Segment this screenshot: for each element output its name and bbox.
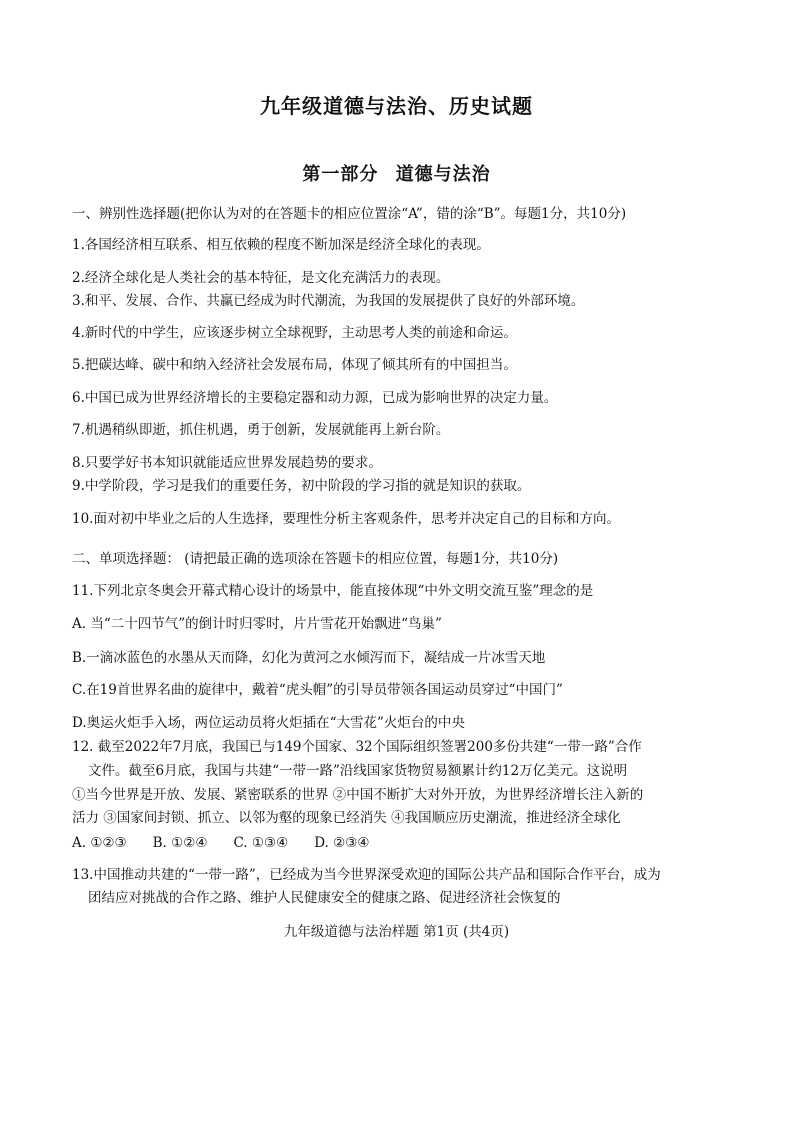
question-6: 6.中国已成为世界经济增长的主要稳定器和动力源，已成为影响世界的决定力量。 xyxy=(72,390,558,406)
section1-header: 一、辨别性选择题(把你认为对的在答题卡的相应位置涂“A”，错的涂“B”。每题1分，共10分) xyxy=(72,206,627,222)
question-9: 9.中学阶段，学习是我们的重要任务，初中阶段的学习指的就是知识的获取。 xyxy=(72,478,531,494)
question-11-option-a: A. 当“二十四节气”的倒计时归零时，片片雪花开始飘进“鸟巢” xyxy=(72,616,442,632)
question-1: 1.各国经济相互联系、相互依赖的程度不断加深是经济全球化的表现。 xyxy=(72,237,490,253)
question-11-option-d: D.奥运火炬手入场，两位运动员将火炬插在“大雪花”火炬台的中央 xyxy=(72,715,465,731)
question-12-line4: 活力 ③国家间封锁、抓立、以邻为壑的现象已经消失 ④我国顺应历史潮流，推进经济全球化 xyxy=(72,810,621,826)
question-11-stem: 11.下列北京冬奥会开幕式精心设计的场景中，能直接体现“中外文明交流互鉴”理念的是 xyxy=(72,583,594,599)
question-10: 10.面对初中毕业之后的人生选择，要理性分析主客观条件，思考并决定自己的目标和方向。 xyxy=(72,511,620,527)
question-13-line1: 13.中国推动共建的“一带一路”，已经成为当今世界深受欢迎的国际公共产品和国际合作平台，成为 xyxy=(72,867,661,883)
question-12-option-a: A. ①②③ xyxy=(72,835,127,851)
question-11-option-c: C.在19首世界名曲的旋律中，戴着“虎头帽”的引导员带领各国运动员穿过“中国门” xyxy=(72,682,563,698)
question-12-line1: 12. 截至2022年7月底，我国已与149个国家、32个国际组织签署200多份共建“一带一路”合作 xyxy=(72,739,642,755)
question-5: 5.把碳达峰、碳中和纳入经济社会发展布局，体现了倾其所有的中国担当。 xyxy=(72,357,517,373)
question-12-options xyxy=(72,833,732,853)
question-4: 4.新时代的中学生，应该逐步树立全球视野，主动思考人类的前途和命运。 xyxy=(72,325,517,341)
question-2: 2.经济全球化是人类社会的基本特征，是文化充满活力的表现。 xyxy=(72,270,450,286)
section2-header: 二、单项选择题： (请把最正确的选项涂在答题卡的相应位置，每题1分，共10分) xyxy=(72,551,559,567)
page-footer: 九年级道德与法治样题 第1页 (共4页) xyxy=(283,924,510,940)
part-title: 第一部分 道德与法治 xyxy=(302,164,491,185)
question-12-line3: ①当今世界是开放、发展、紧密联系的世界 ②中国不断扩大对外开放，为世界经济增长注入新的 xyxy=(72,787,644,803)
question-13-line2: 团结应对挑战的合作之路、维护人民健康安全的健康之路、促进经济社会恢复的 xyxy=(88,890,561,906)
question-8: 8.只要学好书本知识就能适应世界发展趋势的要求。 xyxy=(72,455,382,471)
question-11-option-b: B.一滴冰蓝色的水墨从天而降，幻化为黄河之水倾泻而下，凝结成一片冰雪天地 xyxy=(72,650,546,666)
question-12-option-b: B. ①②④ xyxy=(152,835,208,851)
exam-title: 九年级道德与法治、历史试题 xyxy=(260,94,533,118)
question-12-line2: 文件。截至6月底，我国与共建“一带一路”沿线国家货物贸易额累计约12万亿美元。这说明 xyxy=(88,763,628,779)
question-12-option-d: D. ②③④ xyxy=(314,835,370,851)
question-12-option-c: C. ①③④ xyxy=(233,835,289,851)
question-3: 3.和平、发展、合作、共赢已经成为时代潮流，为我国的发展提供了良好的外部环境。 xyxy=(72,293,585,309)
question-7: 7.机遇稍纵即逝，抓住机遇，勇于创新，发展就能再上新台阶。 xyxy=(72,422,450,438)
